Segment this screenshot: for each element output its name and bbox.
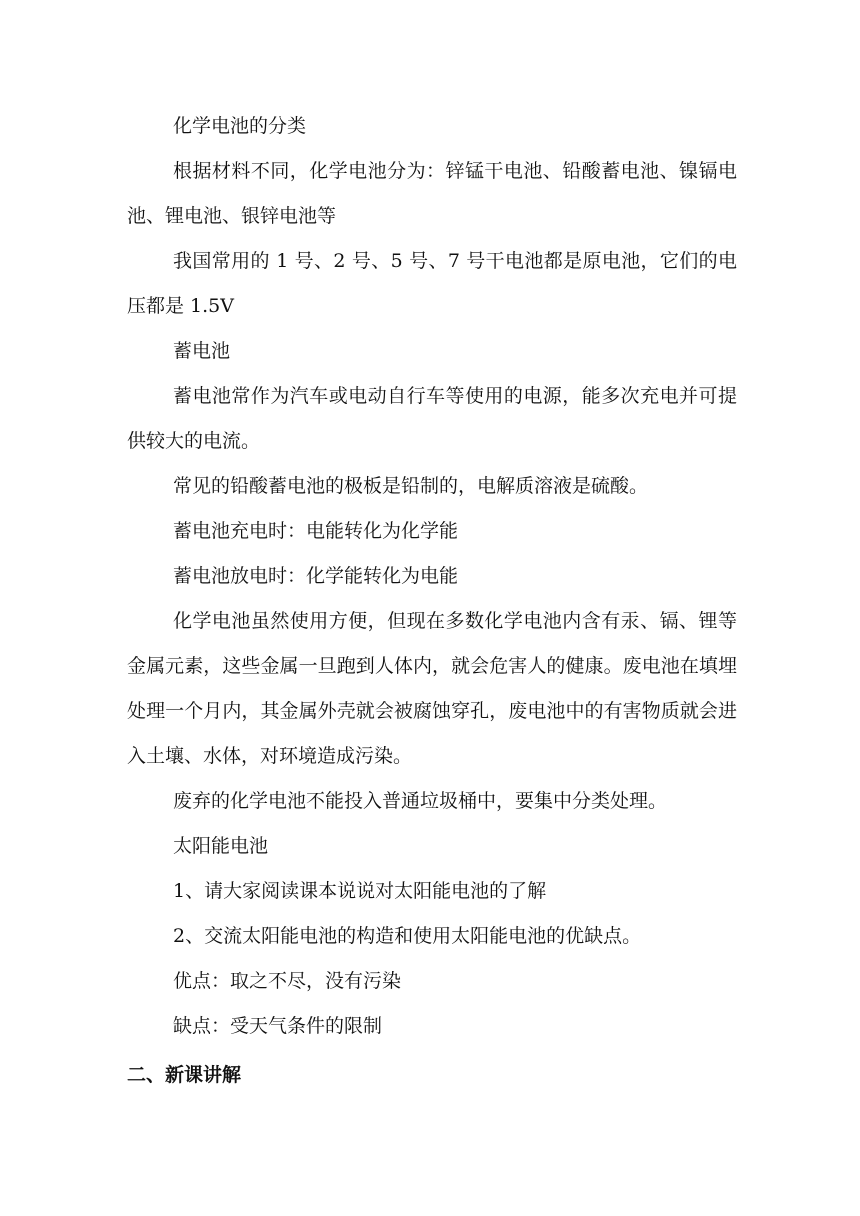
list-item-discuss-solar: 2、交流太阳能电池的构造和使用太阳能电池的优缺点。 xyxy=(173,925,642,947)
paragraph-charging: 蓄电池充电时：电能转化为化学能 xyxy=(173,520,459,542)
document-body xyxy=(127,104,737,1049)
paragraph-disadvantages: 缺点：受天气条件的限制 xyxy=(173,1015,383,1037)
paragraph-storage-battery-use: 蓄电池常作为汽车或电动自行车等使用的电源，能多次充电并可提供较大的电流。 xyxy=(127,385,737,452)
paragraph-disposal: 废弃的化学电池不能投入普通垃圾桶中，要集中分类处理。 xyxy=(173,790,668,812)
list-item-read-textbook: 1、请大家阅读课本说说对太阳能电池的了解 xyxy=(173,880,547,902)
paragraph-battery-types: 根据材料不同，化学电池分为：锌锰干电池、铅酸蓄电池、镍镉电池、锂电池、银锌电池等 xyxy=(127,160,737,227)
subheading-storage-battery: 蓄电池 xyxy=(173,340,231,362)
paragraph-battery-pollution: 化学电池虽然使用方便，但现在多数化学电池内含有汞、镉、锂等金属元素，这些金属一旦跑到人体内，就会危害人的健康。废电池在填埋处理一个月内，其金属外壳就会被腐蚀穿孔，废电池中的有害物质就会进入土壤、水体，对环境造成污染。 xyxy=(127,610,737,767)
paragraph-dry-cell-voltage: 我国常用的 1 号、2 号、5 号、7 号干电池都是原电池，它们的电压都是 1.5V xyxy=(127,250,737,317)
subheading-solar-battery: 太阳能电池 xyxy=(173,835,269,857)
paragraph-discharging: 蓄电池放电时：化学能转化为电能 xyxy=(173,565,459,587)
section-heading-new-lesson: 二、新课讲解 xyxy=(127,1064,242,1086)
subheading-battery-classification: 化学电池的分类 xyxy=(173,115,307,137)
paragraph-advantages: 优点：取之不尽，没有污染 xyxy=(173,970,402,992)
paragraph-lead-acid: 常见的铅酸蓄电池的极板是铅制的，电解质溶液是硫酸。 xyxy=(173,475,649,497)
